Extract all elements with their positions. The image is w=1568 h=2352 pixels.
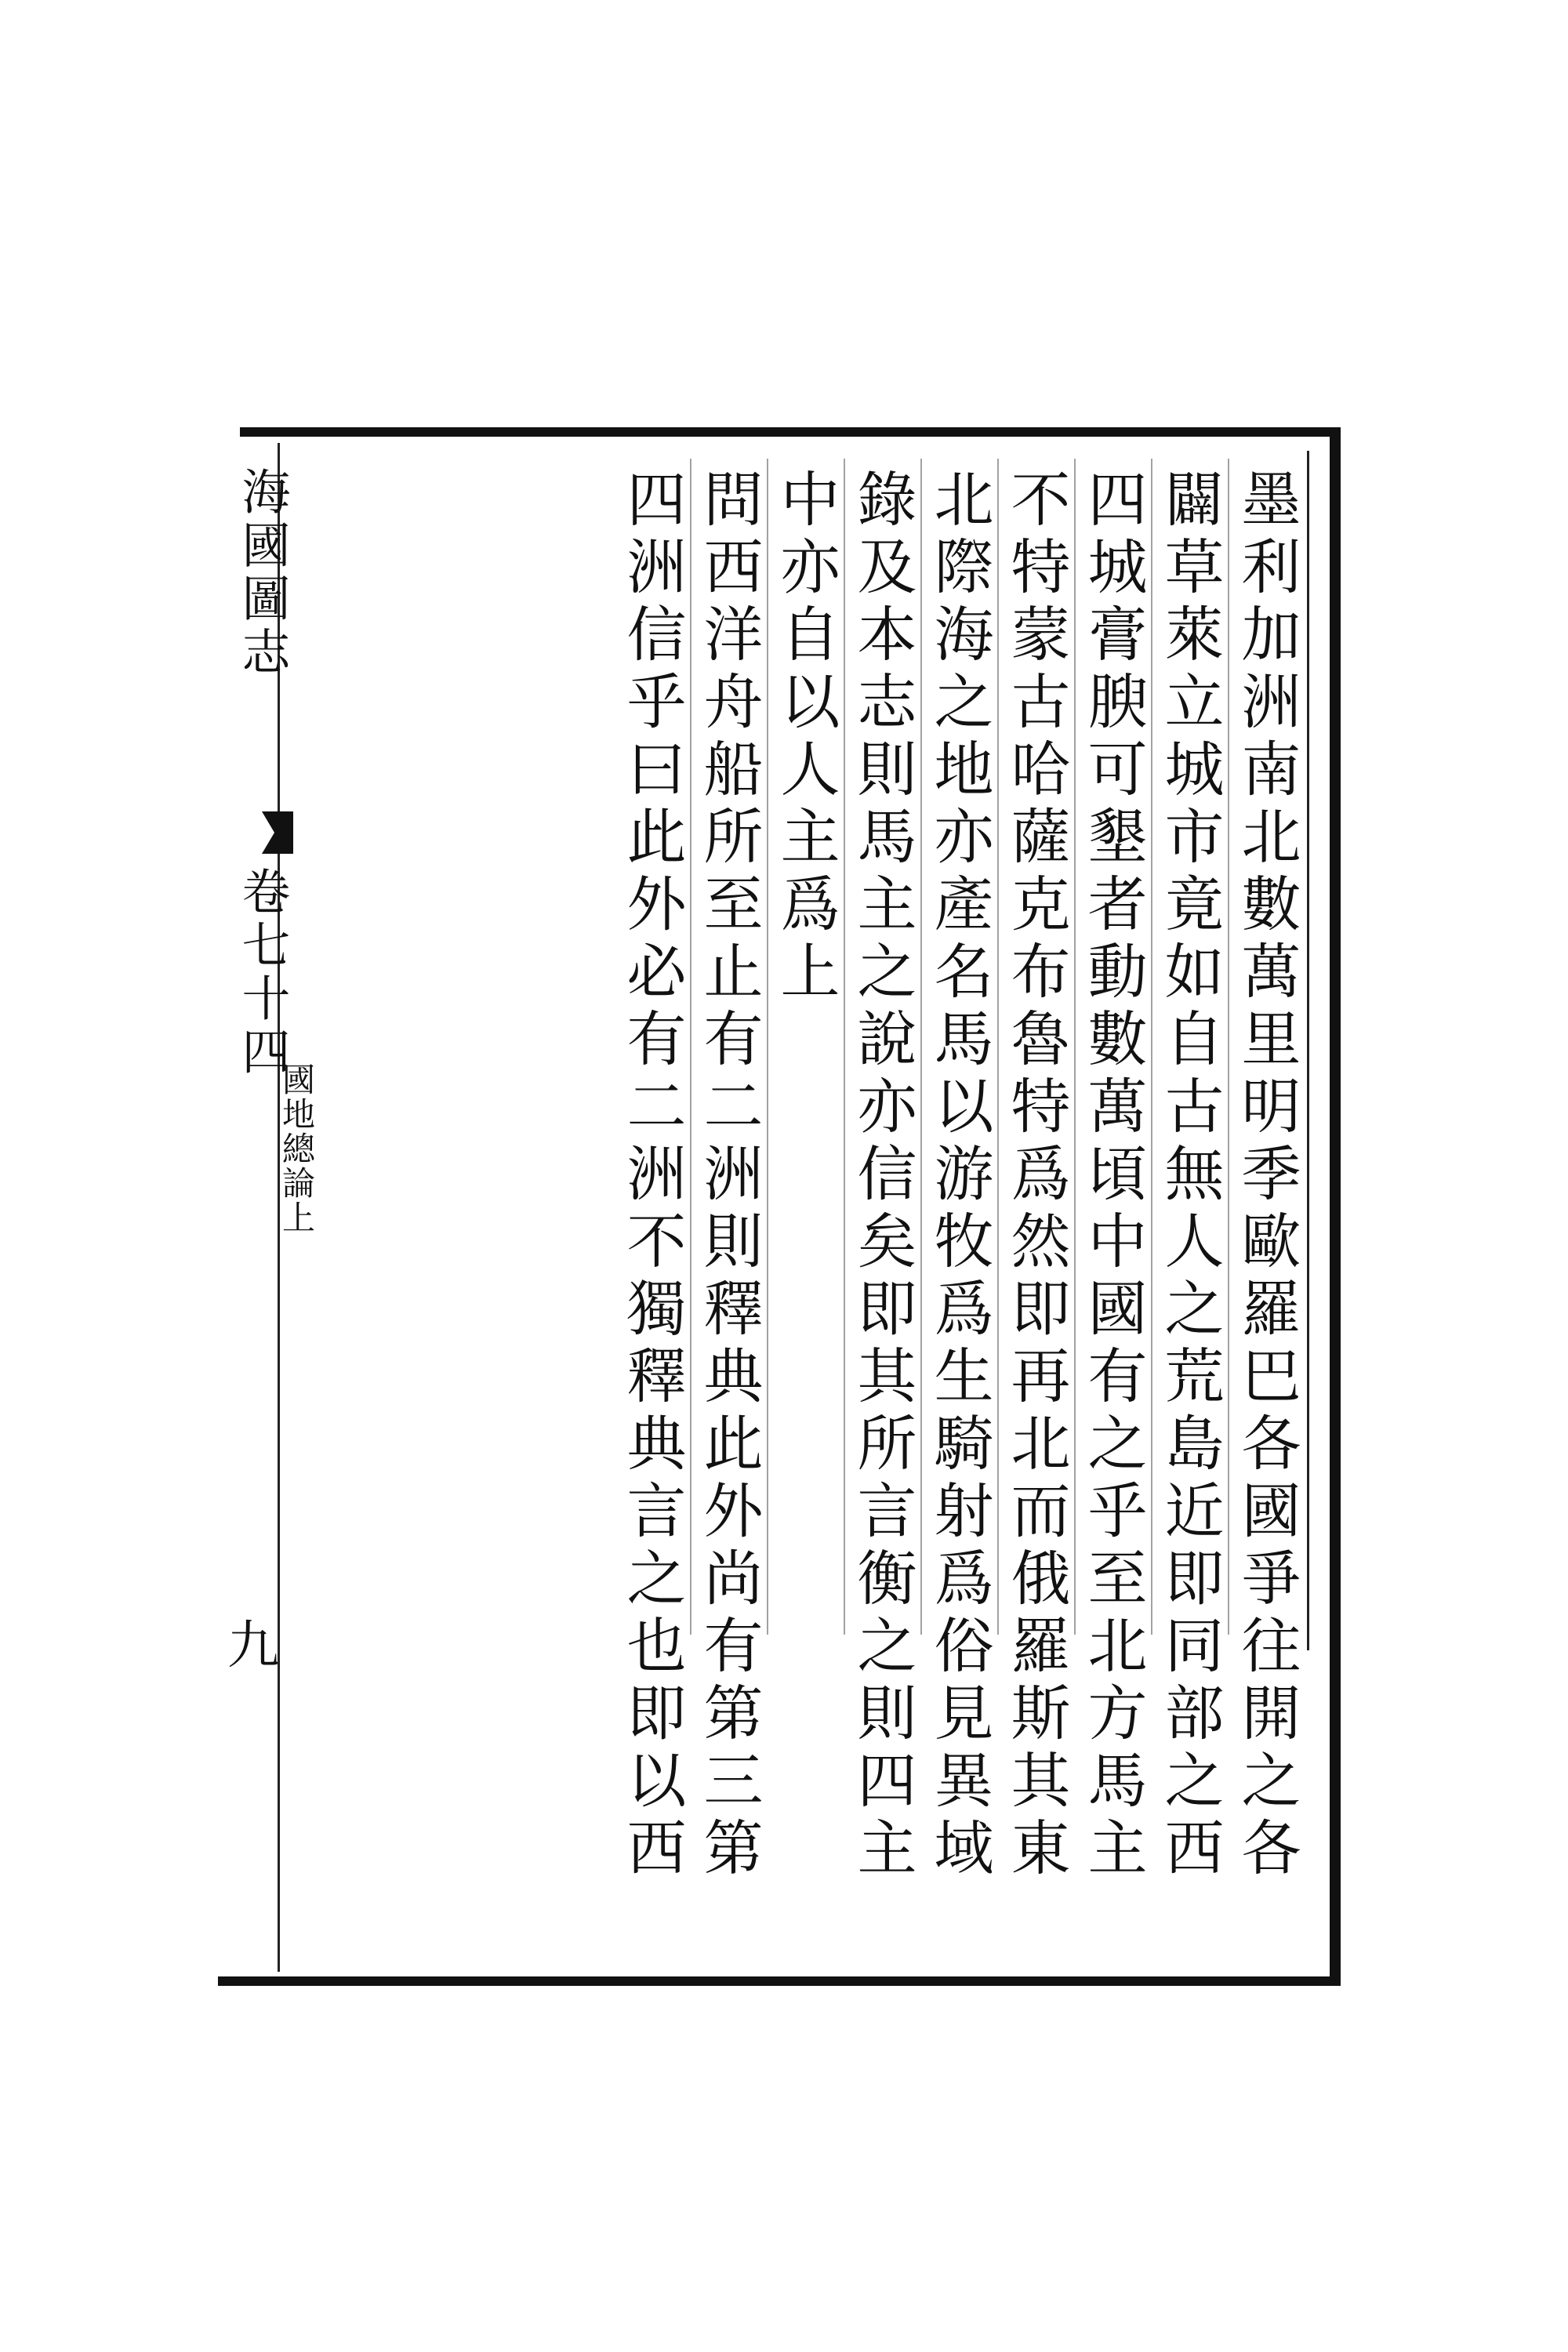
page-number: 九 [227,1615,279,1675]
section-label: 國地總論上 [278,1062,316,1235]
text-column-2: 闢草萊立城市竟如自古無人之荒島近即同部之西 [1155,468,1225,1884]
column-rule [690,459,691,1635]
column-rule [920,459,922,1635]
fish-tail-mark [262,811,293,854]
page-frame [218,427,1341,1986]
volume-label: 卷七十四 [234,866,291,1080]
book-title: 海國圖志 [234,466,291,680]
text-column-7: 中亦自以人主爲上 [771,468,840,1007]
text-column-4: 不特蒙古哈薩克布魯特爲然即再北而俄羅斯其東 [1001,468,1071,1884]
column-rule [1151,459,1152,1635]
inner-frame-line [1307,451,1309,1650]
right-border [1330,427,1341,1986]
column-rule [844,459,845,1635]
column-rule [997,459,999,1635]
text-column-9: 四洲信乎曰此外必有二洲不獨釋典言之也即以西 [617,468,687,1884]
top-border [240,427,1341,437]
bottom-border [218,1976,1341,1986]
column-rule [767,459,768,1635]
text-column-3: 四城膏腴可墾者動數萬頃中國有之乎至北方馬主 [1078,468,1148,1884]
text-column-1: 墨利加洲南北數萬里明季歐羅巴各國爭往開之各 [1232,468,1301,1884]
text-column-5: 北際海之地亦產名馬以游牧爲生騎射爲俗見異域 [924,468,994,1884]
page-margin-column [227,443,316,1972]
text-column-8: 問西洋舟船所至止有二洲則釋典此外尚有第三第 [694,468,764,1884]
column-rule [1228,459,1229,1635]
column-rule [1074,459,1076,1635]
text-column-6: 錄及本志則馬主之說亦信矣即其所言衡之則四主 [848,468,917,1884]
